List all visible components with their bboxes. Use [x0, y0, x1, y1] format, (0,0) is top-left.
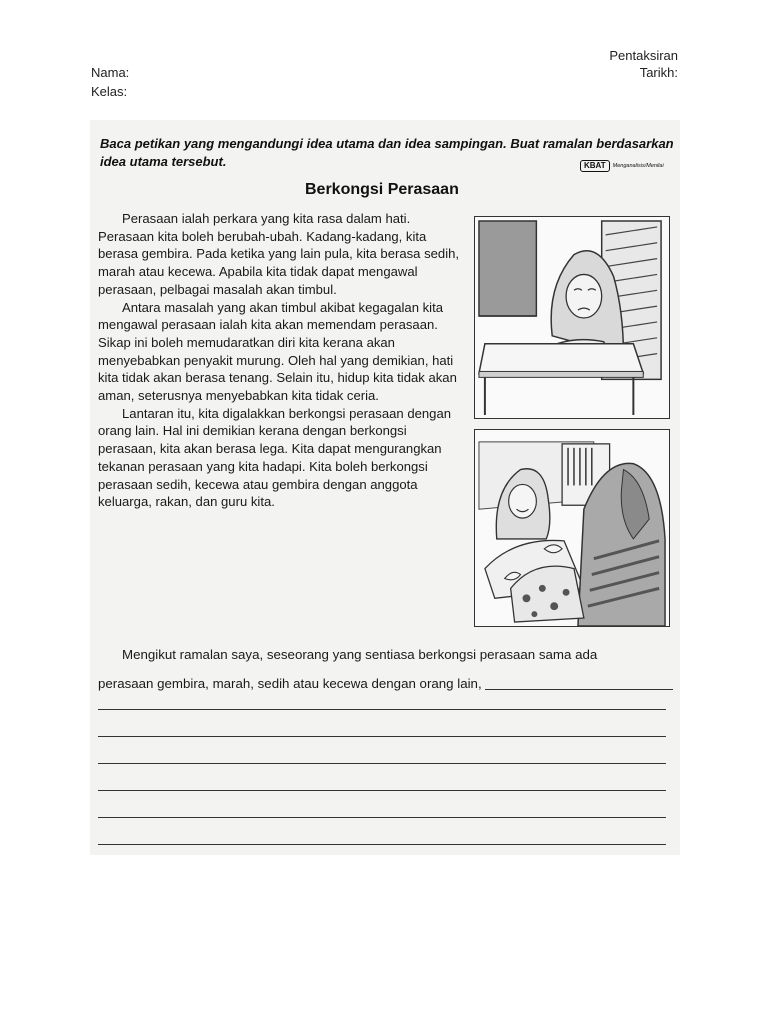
class-label: Kelas:: [91, 84, 128, 99]
kbat-label: KBAT: [580, 160, 610, 172]
sharing-feelings-illustration: [474, 429, 670, 627]
assessment-label: Pentaksiran: [609, 48, 678, 63]
answer-line-5[interactable]: [98, 817, 666, 818]
prompt-line-1: Mengikut ramalan saya, seseorang yang sentiasa berkongsi perasaan sama ada: [122, 647, 598, 662]
story-paragraph-2: Antara masalah yang akan timbul akibat kegagalan kita mengawal perasaan ialah kita akan memendam perasaan. Sikap ini boleh memudaratkan diri kita kerana akan menyebabkan penyakit murung. Oleh hal yang demikian, hati kita tidak akan berasa tenang. Selain itu, hidup kita tidak akan aman, seterusnya menyebabkan kita tidak ceria.: [98, 299, 457, 404]
sad-girl-illustration: [474, 216, 670, 419]
answer-blank-inline[interactable]: [485, 689, 673, 690]
date-label: Tarikh:: [639, 65, 678, 80]
name-label: Nama:: [91, 65, 130, 80]
story-title: Berkongsi Perasaan: [305, 181, 459, 198]
answer-line-2[interactable]: [98, 736, 666, 737]
answer-line-6[interactable]: [98, 844, 666, 845]
story-text: [98, 210, 468, 511]
instruction-text: Baca petikan yang mengandungi idea utama dan idea sampingan. Buat ramalan berdasarkan idea utama tersebut.: [100, 136, 674, 169]
answer-line-4[interactable]: [98, 790, 666, 791]
prompt-line-2: [98, 669, 673, 698]
prompt-line-2-text: perasaan gembira, marah, sedih atau kecewa dengan orang lain,: [98, 676, 482, 691]
answer-line-3[interactable]: [98, 763, 666, 764]
kbat-badge: [580, 160, 664, 172]
kbat-subtitle: Menganalisis/Menilai: [612, 163, 664, 169]
prediction-prompt: [98, 640, 673, 698]
story-paragraph-1: Perasaan ialah perkara yang kita rasa dalam hati. Perasaan kita boleh berubah-ubah. Kadang-kadang, kita berasa gembira. Pada ketika yang lain pula, kita berasa sedih, marah atau kecewa. Apabila kita tidak dapat mengawal perasaan, pelbagai masalah akan timbul.: [98, 211, 460, 297]
story-paragraph-3: Lantaran itu, kita digalakkan berkongsi perasaan dengan orang lain. Hal ini demikian kerana dengan berkongsi perasaan, kita akan berasa lega. Kita dapat mengurangkan tekanan perasaan yang kita hadapi. Kita boleh berkongsi perasaan sedih, kecewa atau gembira dengan anggota keluarga, rakan, dan guru kita.: [98, 405, 452, 510]
answer-line-1[interactable]: [98, 709, 666, 710]
